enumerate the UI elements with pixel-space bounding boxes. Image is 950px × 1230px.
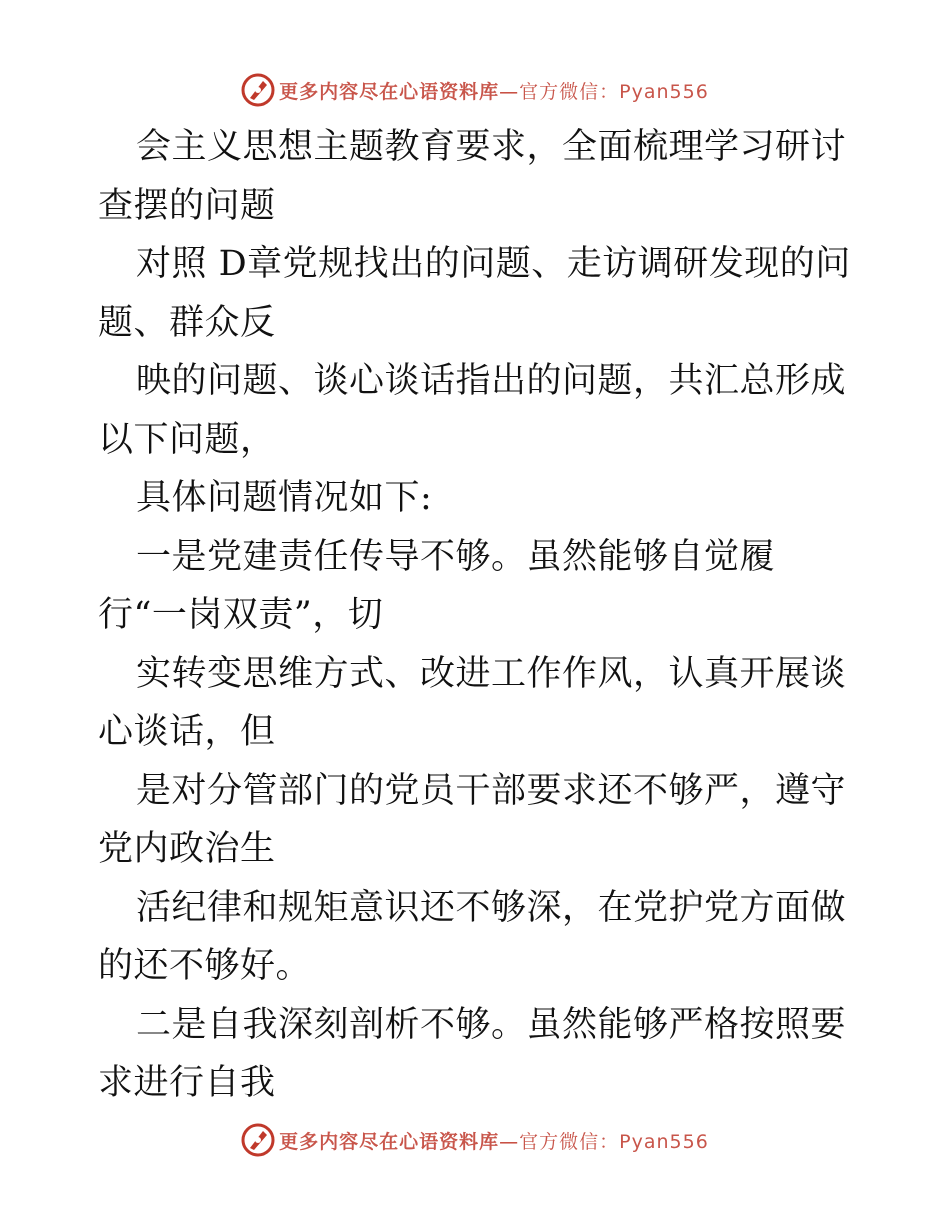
- paragraph: 映的问题、谈心谈话指出的问题，共汇总形成以下问题，: [98, 361, 847, 460]
- banner-main-text: 更多内容尽在心语资料库: [279, 1130, 500, 1153]
- paragraph: 一是党建责任传导不够。虽然能够自觉履行“一岗双责”，切: [98, 536, 776, 635]
- banner-wechat-text: 官方微信：Pyan556: [519, 80, 709, 103]
- paragraph: 二是自我深刻剖析不够。虽然能够严格按照要求进行自我: [98, 1004, 847, 1103]
- banner-dash: —: [499, 80, 520, 103]
- pen-nib-logo-icon: [241, 73, 275, 107]
- header-banner: [0, 70, 950, 110]
- pen-nib-logo-icon: [241, 1123, 275, 1157]
- paragraph: 具体问题情况如下:: [136, 478, 433, 518]
- banner-dash: —: [499, 1130, 520, 1153]
- paragraph: 是对分管部门的党员干部要求还不够严，遵守党内政治生: [98, 770, 847, 869]
- document-body: [98, 118, 858, 1113]
- paragraph: 对照 D章党规找出的问题、走访调研发现的问题、群众反: [98, 244, 851, 343]
- banner-main-text: 更多内容尽在心语资料库: [279, 80, 500, 103]
- banner-text: [279, 77, 709, 104]
- paragraph: 活纪律和规矩意识还不够深，在党护党方面做的还不够好。: [98, 887, 847, 986]
- footer-banner: [0, 1120, 950, 1160]
- paragraph: 实转变思维方式、改进工作作风，认真开展谈心谈话，但: [98, 653, 847, 752]
- paragraph: 会主义思想主题教育要求，全面梳理学习研讨查摆的问题: [98, 127, 847, 226]
- banner-wechat-text: 官方微信：Pyan556: [519, 1130, 709, 1153]
- banner-text: [279, 1127, 709, 1154]
